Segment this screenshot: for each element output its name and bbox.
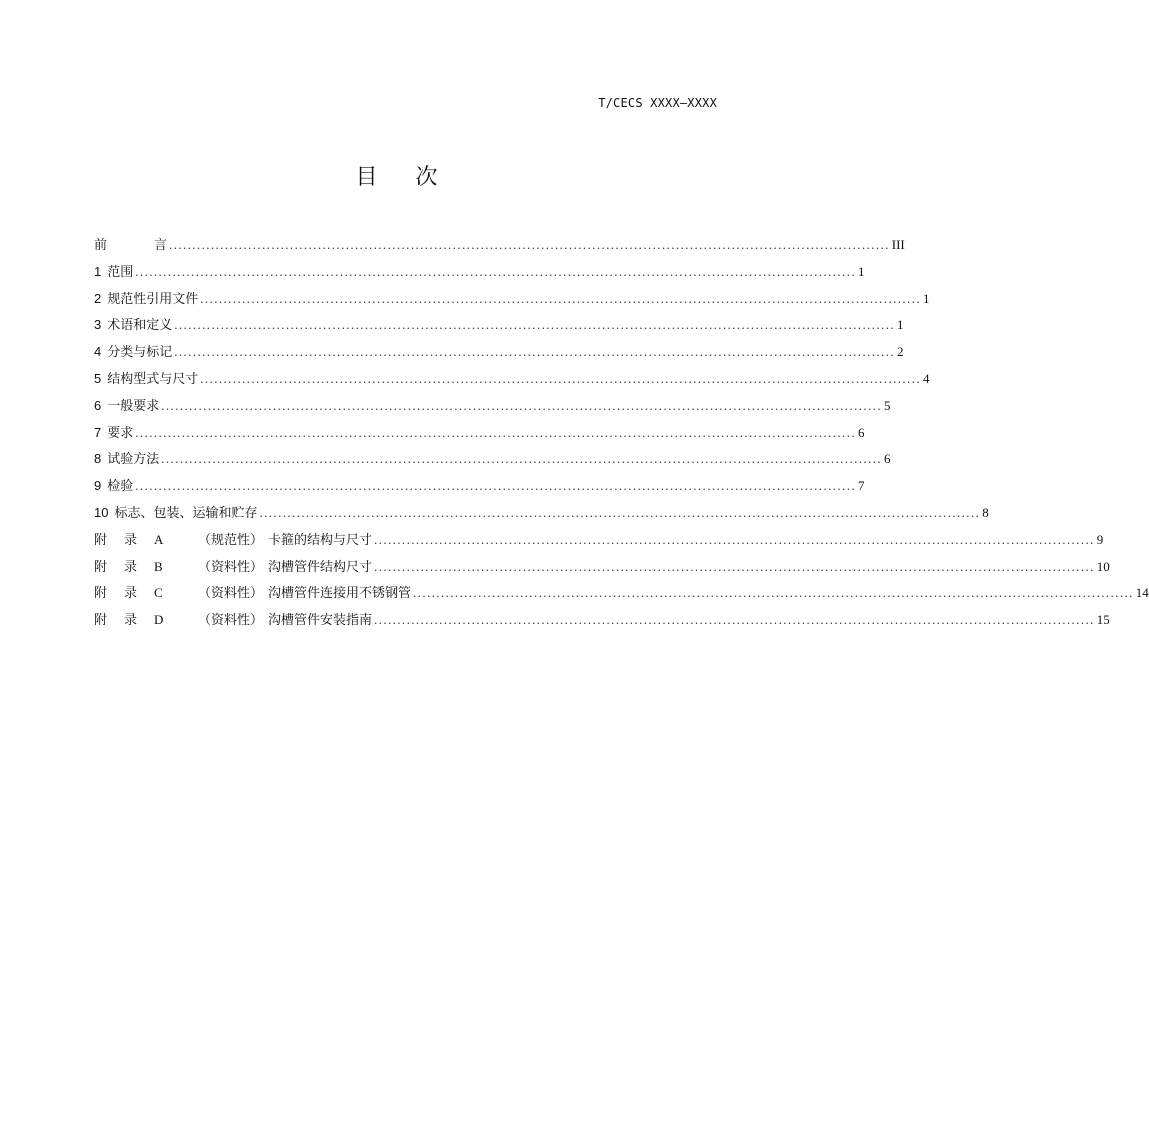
toc-title-char-1: 目 xyxy=(355,165,416,190)
toc-entry-text: 规范性引用文件 xyxy=(107,291,199,307)
appendix-word-2: 录 xyxy=(124,559,138,575)
toc-entry-number: 5 xyxy=(94,370,102,386)
toc-entry-appendix[interactable] xyxy=(94,611,1110,638)
appendix-letter: B xyxy=(154,558,163,574)
appendix-type: （资料性） xyxy=(198,613,264,629)
toc-title xyxy=(0,160,793,191)
dot-leader: ........................................................................................................................................................... xyxy=(135,263,856,279)
toc-entry[interactable] xyxy=(94,316,904,343)
toc-page-number: 5 xyxy=(884,397,891,413)
toc-title-char-2: 次 xyxy=(415,165,476,190)
toc-entry[interactable] xyxy=(94,424,865,451)
toc-entry-label xyxy=(94,424,133,443)
appendix-title: 沟槽管件结构尺寸 xyxy=(268,559,373,575)
dot-leader: ........................................................................................................................................................... xyxy=(200,290,921,306)
toc-entry-text: 检验 xyxy=(107,479,134,495)
toc-page-number: 1 xyxy=(897,317,904,333)
toc-entry-text: 一般要求 xyxy=(107,398,160,414)
toc-entry-label xyxy=(94,611,372,630)
toc-entry-number: 7 xyxy=(94,424,102,440)
toc-entry[interactable] xyxy=(94,370,930,397)
toc-entry-label xyxy=(94,263,133,282)
toc-entry-label xyxy=(94,504,257,523)
dot-leader: ........................................................................................................................................................... xyxy=(161,451,882,467)
toc-entry-number: 10 xyxy=(94,504,109,520)
toc-page-number: III xyxy=(891,237,905,252)
toc-entry-label xyxy=(94,343,172,362)
toc-entry-label xyxy=(94,397,159,416)
toc-entry-number: 8 xyxy=(94,451,102,467)
dot-leader: ........................................................................................................................................................... xyxy=(169,237,890,252)
toc-entry-number: 3 xyxy=(94,317,102,333)
toc-entry-number: 1 xyxy=(94,263,102,279)
toc-entry-label xyxy=(94,558,372,577)
dot-leader: ........................................................................................................................................................... xyxy=(135,424,856,440)
toc-page-number: 14 xyxy=(1135,585,1149,601)
foreword-char-1: 前 xyxy=(94,238,108,253)
toc-entry-text: 分类与标记 xyxy=(107,345,173,361)
toc-entry-appendix[interactable] xyxy=(94,558,1110,585)
dot-leader: ........................................................................................................................................................... xyxy=(413,585,1134,601)
toc-entry-text: 标志、包装、运输和贮存 xyxy=(114,505,258,521)
dot-leader: ........................................................................................................................................................... xyxy=(259,504,981,520)
foreword-char-2: 言 xyxy=(154,238,168,253)
appendix-letter: C xyxy=(154,585,163,601)
appendix-word-1: 附 xyxy=(94,613,108,629)
toc-page-number: 2 xyxy=(897,344,904,360)
appendix-letter: A xyxy=(154,531,164,547)
toc-entry-label xyxy=(94,477,133,496)
toc-entry-text: 范围 xyxy=(107,264,134,280)
appendix-title: 卡箍的结构与尺寸 xyxy=(268,532,373,548)
toc-entry-label xyxy=(94,584,411,603)
toc-entry-label xyxy=(94,237,167,255)
dot-leader: ........................................................................................................................................................... xyxy=(135,478,856,494)
dot-leader: ........................................................................................................................................................... xyxy=(174,317,895,333)
toc-entry-number: 6 xyxy=(94,397,102,413)
toc-page-number: 6 xyxy=(884,451,891,467)
toc-entry-label xyxy=(94,450,159,469)
appendix-type: （资料性） xyxy=(198,559,264,575)
appendix-word-2: 录 xyxy=(124,613,138,629)
appendix-word-1: 附 xyxy=(94,532,108,548)
toc-page-number: 7 xyxy=(858,478,865,494)
toc-entry[interactable] xyxy=(94,343,904,370)
appendix-word-2: 录 xyxy=(124,586,138,602)
toc-entry-text: 要求 xyxy=(107,425,134,441)
toc-page-number: 15 xyxy=(1096,612,1110,628)
table-of-contents xyxy=(94,236,1149,638)
toc-page-number: 4 xyxy=(923,370,930,386)
appendix-type: （资料性） xyxy=(198,586,264,602)
dot-leader: ........................................................................................................................................................... xyxy=(374,558,1095,574)
appendix-type: （规范性） xyxy=(198,532,264,548)
toc-entry-label xyxy=(94,370,198,389)
toc-entry[interactable] xyxy=(94,263,865,290)
toc-entry[interactable] xyxy=(94,290,930,317)
appendix-title: 沟槽管件安装指南 xyxy=(268,613,373,629)
appendix-letter: D xyxy=(154,612,164,628)
toc-page-number: 9 xyxy=(1096,531,1104,547)
toc-entry-number: 4 xyxy=(94,344,102,360)
toc-entry-label xyxy=(94,290,198,309)
toc-entry-text: 结构型式与尺寸 xyxy=(107,371,199,387)
dot-leader: ........................................................................................................................................................... xyxy=(374,531,1095,547)
appendix-word-1: 附 xyxy=(94,559,108,575)
toc-entry-number: 9 xyxy=(94,478,102,494)
toc-page-number: 6 xyxy=(858,424,865,440)
toc-entry-foreword[interactable] xyxy=(94,236,905,263)
toc-entry-text: 试验方法 xyxy=(107,452,160,468)
dot-leader: ........................................................................................................................................................... xyxy=(374,612,1095,628)
toc-entry-label xyxy=(94,531,372,550)
toc-entry-label xyxy=(94,316,172,335)
toc-entry[interactable] xyxy=(94,477,865,504)
appendix-title: 沟槽管件连接用不锈钢管 xyxy=(268,586,412,602)
appendix-word-1: 附 xyxy=(94,586,108,602)
toc-entry[interactable] xyxy=(94,450,891,477)
dot-leader: ........................................................................................................................................................... xyxy=(200,370,921,386)
document-code: T/CECS XXXX—XXXX xyxy=(598,96,717,110)
toc-page-number: 8 xyxy=(982,504,989,520)
toc-page-number: 10 xyxy=(1096,558,1110,574)
appendix-word-2: 录 xyxy=(124,532,138,548)
toc-entry-appendix[interactable] xyxy=(94,584,1149,611)
toc-entry-appendix[interactable] xyxy=(94,531,1104,558)
toc-entry[interactable] xyxy=(94,397,891,424)
toc-entry[interactable] xyxy=(94,504,989,531)
toc-page-number: 1 xyxy=(923,290,930,306)
toc-page-number: 1 xyxy=(858,263,865,279)
toc-entry-text: 术语和定义 xyxy=(107,318,173,334)
toc-entry-number: 2 xyxy=(94,290,102,306)
dot-leader: ........................................................................................................................................................... xyxy=(161,397,882,413)
dot-leader: ........................................................................................................................................................... xyxy=(174,344,895,360)
